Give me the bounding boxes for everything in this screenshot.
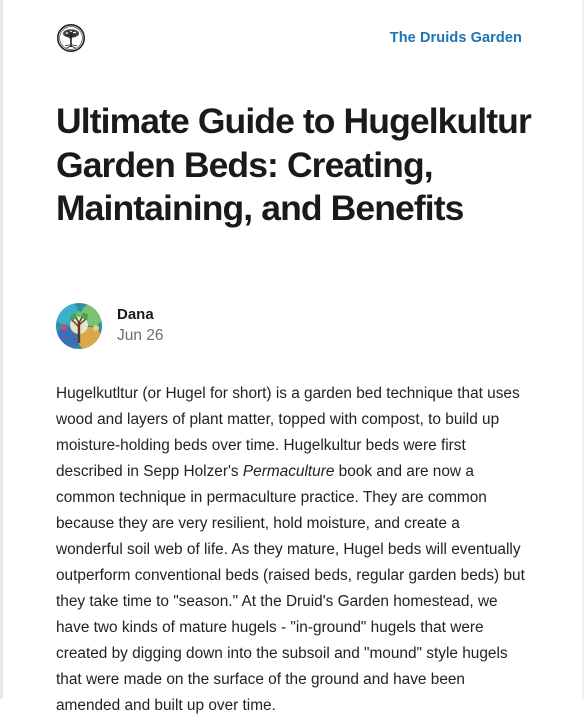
page-left-border [0, 0, 3, 699]
site-header [56, 22, 522, 54]
body-text-part2: book and are now a common technique in permaculture practice. They are common because they are very resilient, hold moisture, and create a wonderful soil web of life. As they mature, Hugel beds will eventually outperform conventional beds (raised beds, regular garden beds) but they take time to "season." At the Druid's Garden homestead, we have two kinds of mature hugels - "in-ground" hugels that were created by digging down into the subsoil and "mound" style hugels that were made on the surface of the ground and have been amended and built up over time. [56, 463, 525, 714]
article-title: Ultimate Guide to Hugelkultur Garden Beds: Creating, Maintaining, and Benefits [56, 101, 531, 228]
post-date: Jun 26 [117, 327, 164, 344]
body-text-part1: Hugelkutltur (or Hugel for short) is a garden bed technique that uses wood and layers of plant matter, topped with compost, to build up moisture-holding beds over time. Hugelkultur beds were first described in Sepp Holzer's [56, 385, 520, 480]
site-name-link[interactable]: The Druids Garden [389, 30, 522, 46]
article-body-paragraph [56, 381, 530, 719]
author-byline [56, 303, 164, 349]
author-name[interactable]: Dana [117, 306, 154, 323]
tree-of-life-logo-icon[interactable] [56, 23, 86, 53]
book-title-emphasis: Permaculture [242, 463, 335, 480]
author-meta [117, 305, 164, 347]
author-avatar[interactable] [56, 303, 102, 349]
